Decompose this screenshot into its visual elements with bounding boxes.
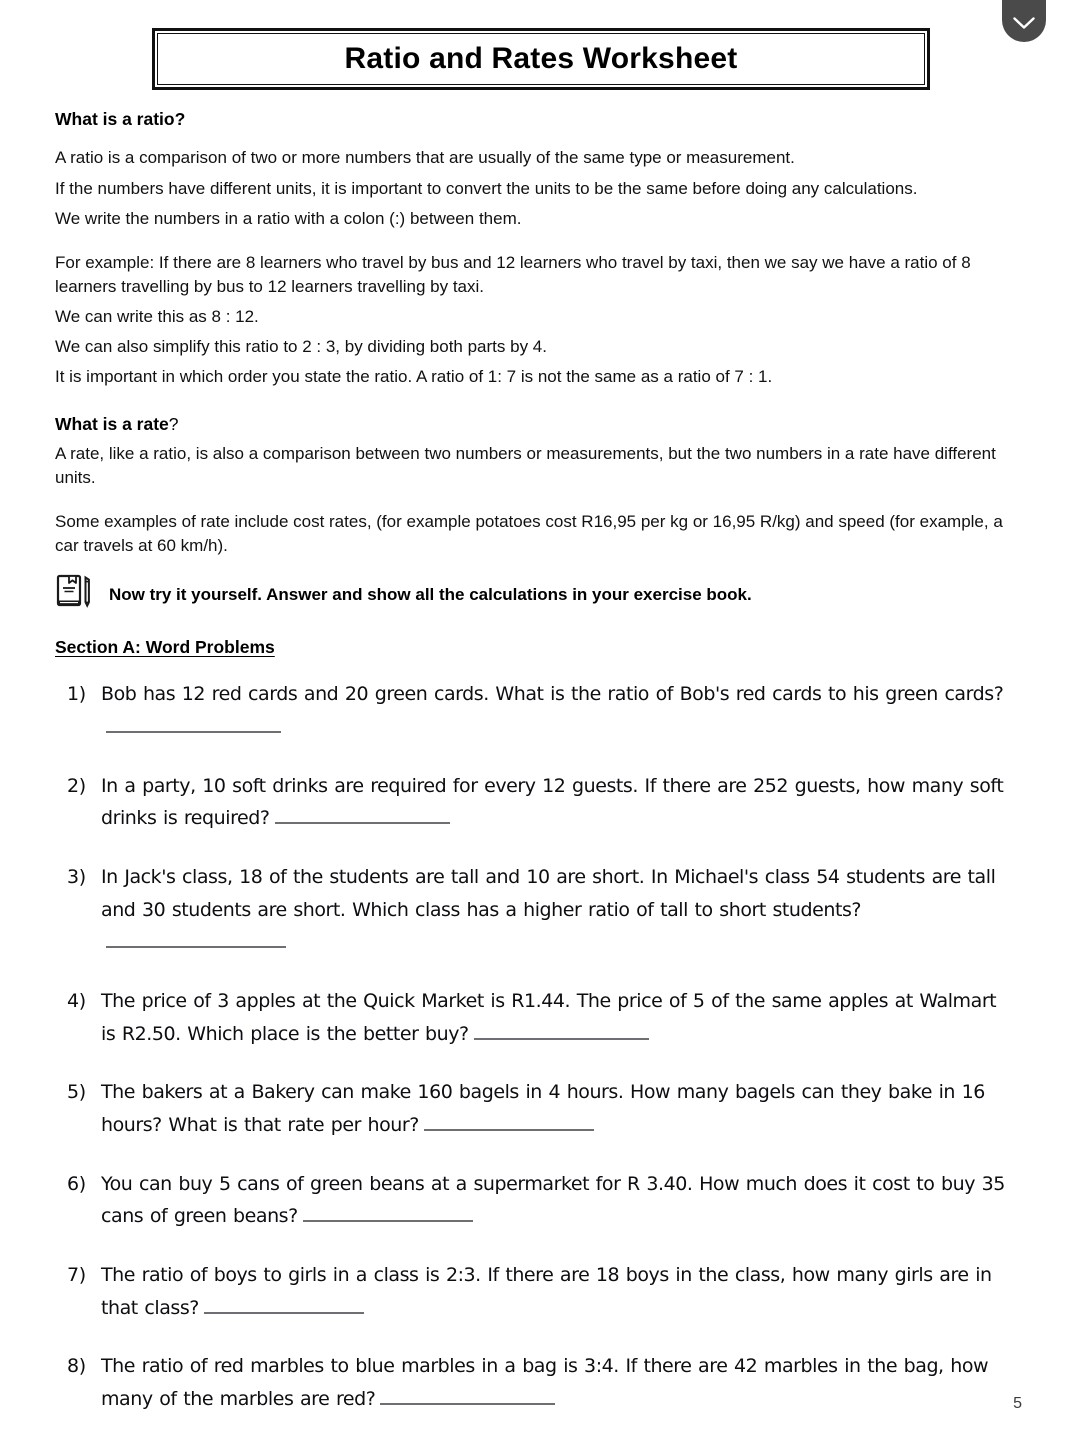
answer-blank[interactable] (303, 1202, 473, 1222)
question-number: 4) (67, 989, 86, 1012)
question-text: You can buy 5 cans of green beans at a supermarket for R 3.40. How much does it cost to buy 35 cans of green beans? (101, 1172, 1005, 1228)
question-item (67, 985, 1015, 1050)
question-text-wrap (101, 678, 1015, 743)
question-text-wrap (101, 985, 1015, 1050)
question-item (67, 678, 1015, 743)
question-text-wrap (101, 1076, 1015, 1141)
question-number: 6) (67, 1172, 86, 1195)
book-and-pencil-icon (55, 572, 95, 617)
question-text: In Jack's class, 18 of the students are tall and 10 are short. In Michael's class 54 students are tall and 30 students are short. Which class has a higher ratio of tall to short students? (101, 865, 996, 921)
example-paragraph-3: We can also simplify this ratio to 2 : 3, by dividing both parts by 4. (55, 337, 547, 357)
question-number: 2) (67, 774, 86, 797)
document-body (55, 108, 1015, 1442)
rate-paragraph-1: A rate, like a ratio, is also a comparison between two numbers or measurements, but the two numbers in a rate have different units. (55, 443, 996, 487)
answer-blank[interactable] (380, 1385, 555, 1405)
example-paragraph-2: We can write this as 8 : 12. (55, 307, 259, 327)
try-it-yourself-callout (55, 572, 1015, 617)
question-text-wrap (101, 1259, 1015, 1324)
question-item (67, 1259, 1015, 1324)
question-item (67, 1168, 1015, 1233)
ratio-paragraph-2: If the numbers have different units, it is important to convert the units to be the same before doing any calculations. (55, 178, 918, 198)
answer-blank[interactable] (106, 713, 281, 733)
question-text: The ratio of red marbles to blue marbles in a bag is 3:4. If there are 42 marbles in the bag, how many of the marbles are red? (101, 1355, 989, 1411)
question-text-wrap (101, 1168, 1015, 1233)
question-item (67, 861, 1015, 959)
answer-blank[interactable] (275, 804, 450, 824)
question-text-wrap (101, 770, 1015, 835)
worksheet-title-inner-border (157, 33, 925, 85)
try-it-yourself-text: Now try it yourself. Answer and show all the calculations in your exercise book. (109, 584, 752, 604)
question-text: The price of 3 apples at the Quick Market is R1.44. The price of 5 of the same apples at Walmart is R2.50. Which place is the better buy? (101, 989, 997, 1045)
question-list (67, 678, 1015, 1415)
answer-blank[interactable] (424, 1111, 594, 1131)
answer-blank[interactable] (106, 928, 286, 948)
question-text: The ratio of boys to girls in a class is 2:3. If there are 18 boys in the class, how many girls are in that class? (101, 1264, 992, 1319)
question-number: 7) (67, 1264, 86, 1287)
rate-paragraph-2: Some examples of rate include cost rates, (for example potatoes cost R16,95 per kg or 16,95 R/kg) and speed (for example, a car travels at 60 km/h). (55, 512, 1003, 556)
heading-rate-question-mark: ? (168, 414, 179, 435)
question-text-wrap (101, 1350, 1015, 1415)
ratio-paragraph-3: We write the numbers in a ratio with a colon (:) between them. (55, 208, 522, 228)
question-number: 3) (67, 865, 86, 888)
question-text: Bob has 12 red cards and 20 green cards. What is the ratio of Bob's red cards to his green cards? (101, 683, 1004, 706)
example-paragraph-1: For example: If there are 8 learners who travel by bus and 12 learners who travel by taxi, then we say we have a ratio of 8 learners travelling by bus to 12 learners travelling by taxi. (55, 252, 971, 296)
question-text-wrap (101, 861, 1015, 959)
answer-blank[interactable] (204, 1294, 364, 1314)
question-text: The bakers at a Bakery can make 160 bagels in 4 hours. How many bagels can they bake in 16 hours? What is that rate per hour? (101, 1081, 985, 1136)
heading-what-is-a-ratio: What is a ratio? (55, 109, 186, 129)
scroll-down-tab[interactable] (1002, 0, 1046, 42)
page-number: 5 (1013, 1395, 1022, 1412)
question-number: 1) (67, 683, 86, 706)
question-item (67, 1350, 1015, 1415)
ratio-paragraph-1: A ratio is a comparison of two or more numbers that are usually of the same type or measurement. (55, 148, 795, 168)
chevron-down-icon (1013, 17, 1035, 30)
question-item (67, 1076, 1015, 1141)
page-title: Ratio and Rates Worksheet (344, 42, 738, 75)
heading-what-is-a-rate (55, 413, 1015, 435)
section-a-heading: Section A: Word Problems (55, 637, 275, 658)
answer-blank[interactable] (474, 1020, 649, 1040)
question-number: 8) (67, 1355, 86, 1378)
worksheet-title-box (152, 28, 930, 90)
heading-rate-bold: What is a rate (55, 414, 169, 435)
example-paragraph-4: It is important in which order you state the ratio. A ratio of 1: 7 is not the same as a ratio of 7 : 1. (55, 367, 773, 387)
question-text: In a party, 10 soft drinks are required for every 12 guests. If there are 252 guests, how many soft drinks is required? (101, 774, 1004, 830)
question-number: 5) (67, 1081, 86, 1104)
question-item (67, 770, 1015, 835)
